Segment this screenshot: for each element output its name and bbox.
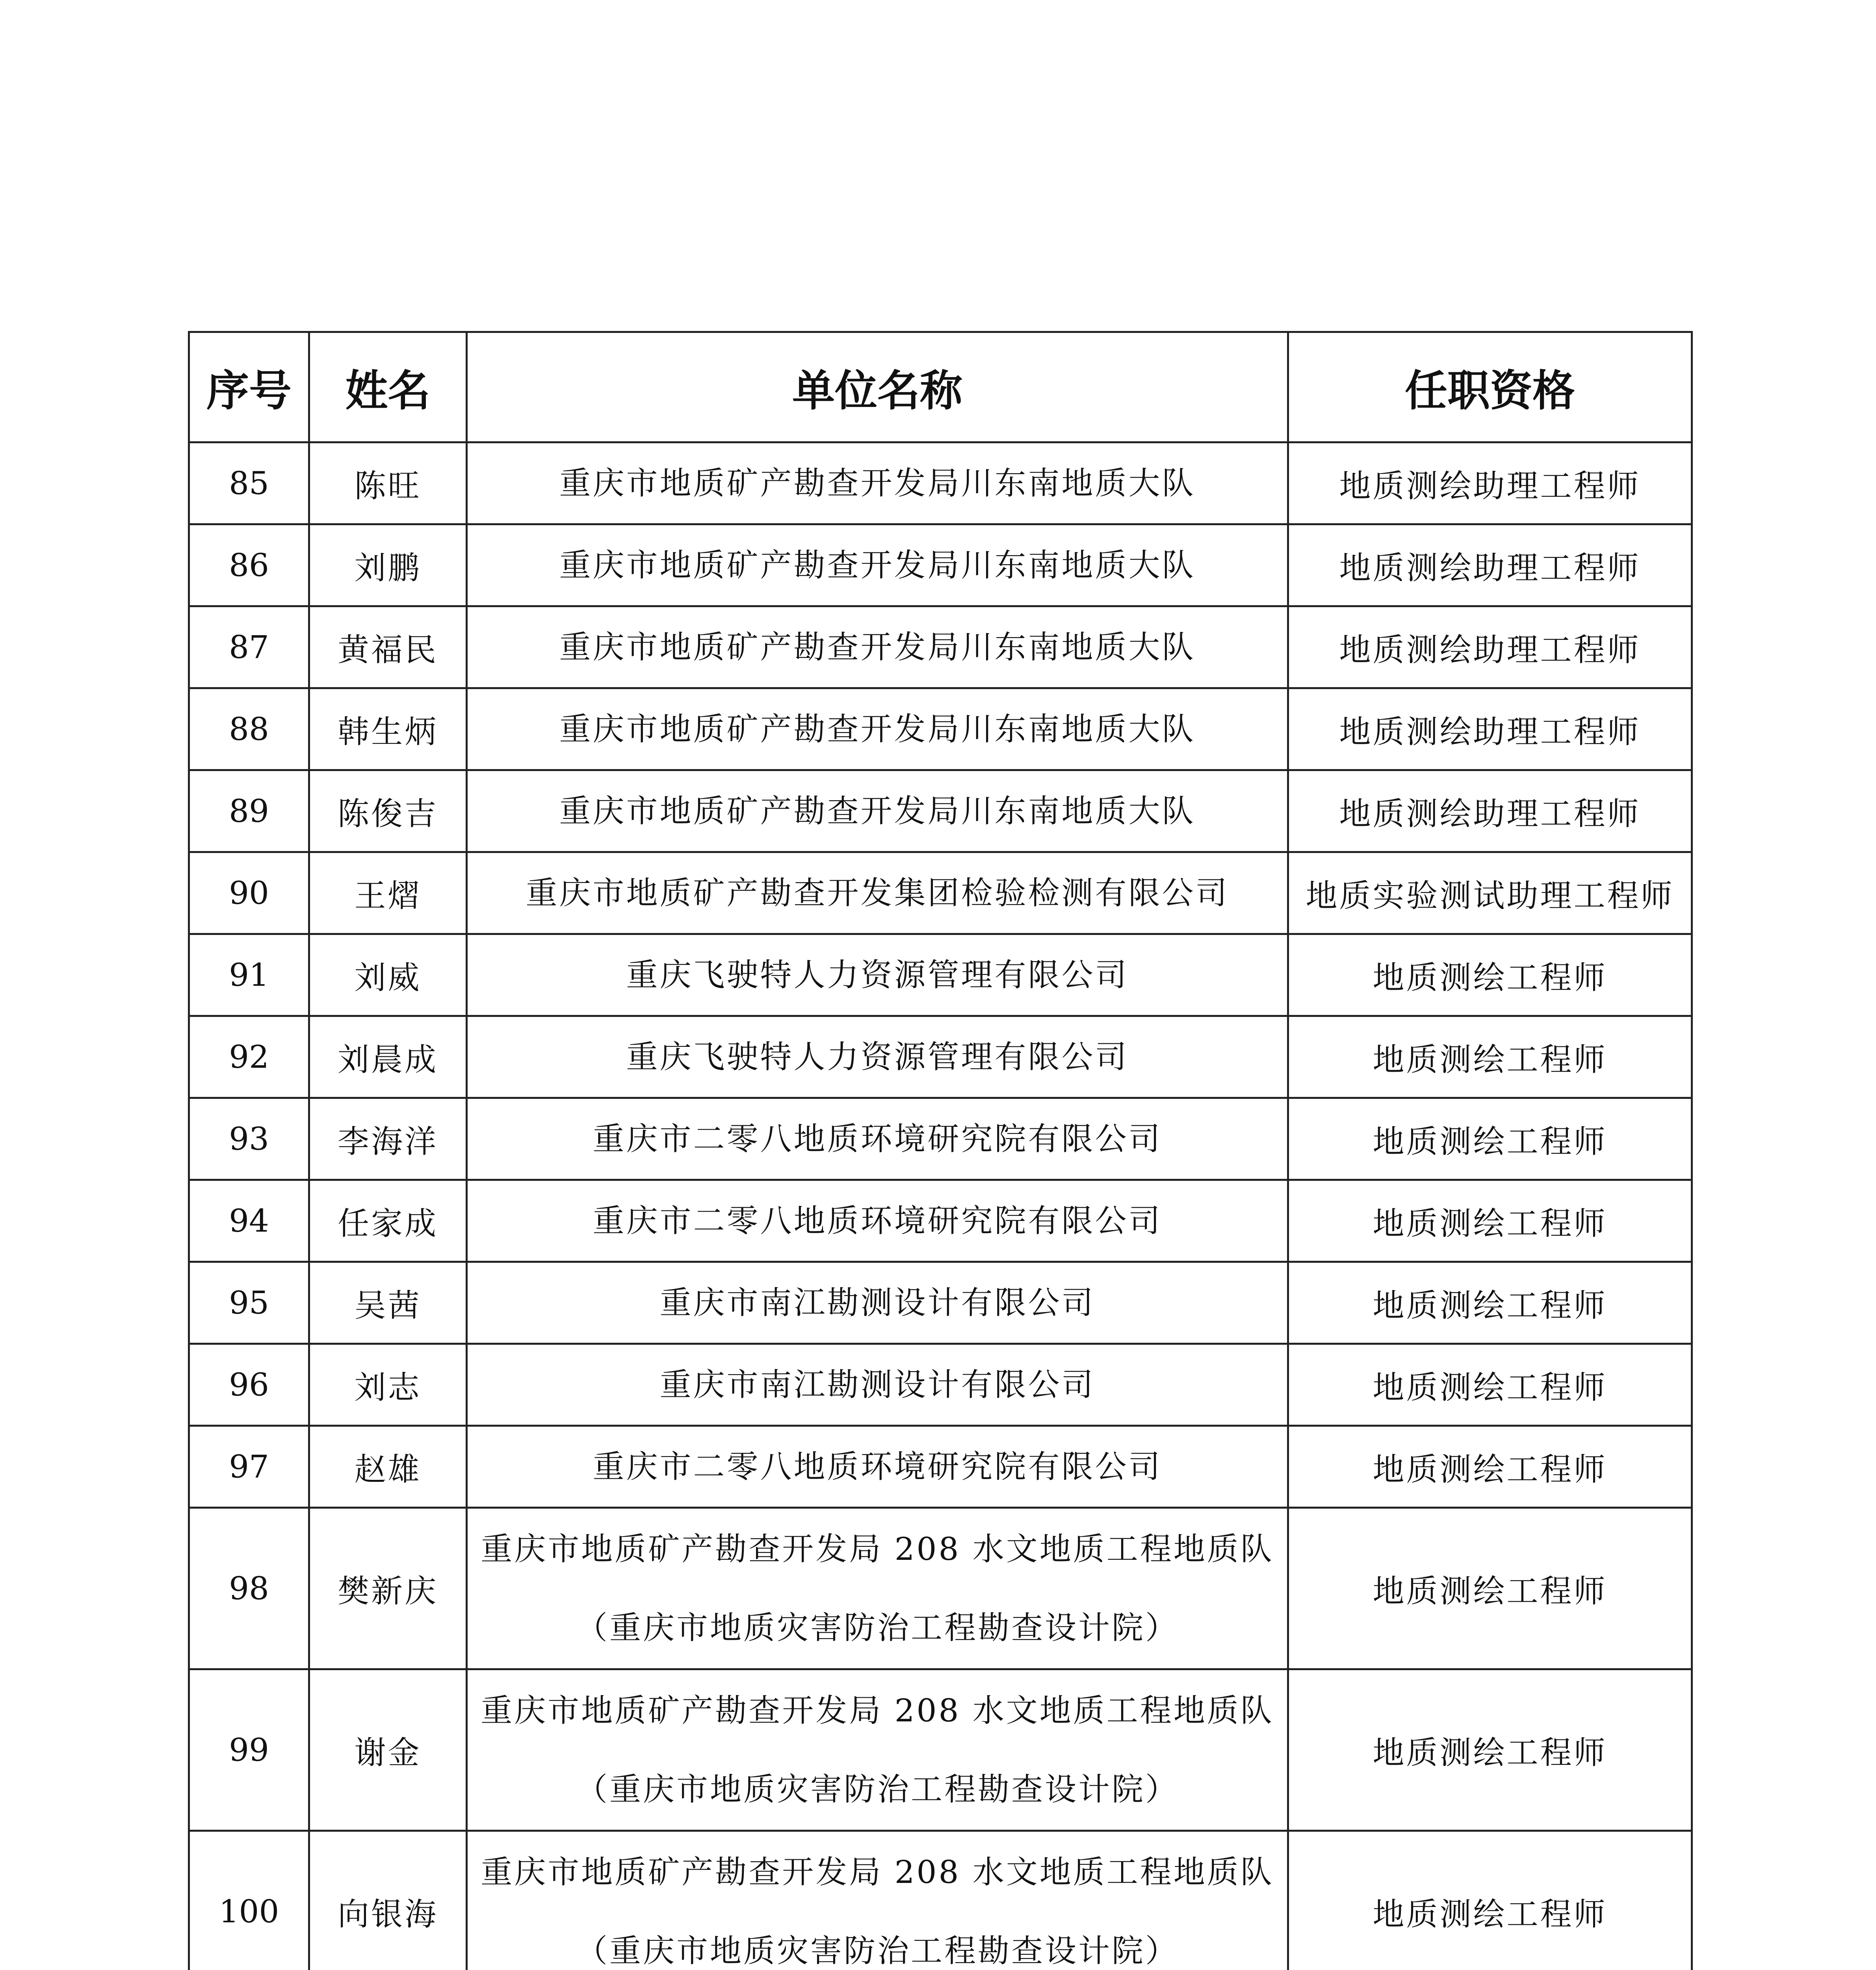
unit-name-cell — [467, 442, 1288, 524]
unit-name-cell — [467, 606, 1288, 688]
table-row — [189, 1831, 1692, 1970]
unit-name-line: 重庆飞驶特人力资源管理有限公司 — [626, 1038, 1129, 1075]
personnel-table — [188, 331, 1693, 1970]
serial-number-cell: 98 — [189, 1508, 309, 1669]
qualification-cell: 地质测绘助理工程师 — [1288, 606, 1692, 688]
table-row — [189, 1669, 1692, 1831]
qualification-cell: 地质测绘工程师 — [1288, 1016, 1692, 1098]
serial-number-cell: 88 — [189, 688, 309, 770]
qualification-cell: 地质测绘工程师 — [1288, 1508, 1692, 1669]
unit-name-line: 重庆市地质矿产勘查开发局 208 水文地质工程地质队 — [481, 1692, 1274, 1729]
name-cell: 任家成 — [309, 1180, 467, 1262]
name-cell: 韩生炳 — [309, 688, 467, 770]
table-row — [189, 770, 1692, 852]
unit-name-cell — [467, 852, 1288, 934]
unit-name-cell — [467, 1180, 1288, 1262]
unit-name-cell — [467, 1344, 1288, 1426]
unit-name-line: 重庆市南江勘测设计有限公司 — [659, 1366, 1095, 1403]
name-cell: 向银海 — [309, 1831, 467, 1970]
unit-name-cell — [467, 1262, 1288, 1344]
unit-name-line: （重庆市地质灾害防治工程勘查设计院） — [576, 1932, 1179, 1969]
header-qualification: 任职资格 — [1288, 332, 1692, 442]
header-name: 姓名 — [309, 332, 467, 442]
qualification-cell: 地质测绘工程师 — [1288, 1831, 1692, 1970]
unit-name-line: 重庆市地质矿产勘查开发局川东南地质大队 — [559, 792, 1196, 829]
name-cell: 樊新庆 — [309, 1508, 467, 1669]
serial-number-cell: 96 — [189, 1344, 309, 1426]
table-row — [189, 934, 1692, 1016]
name-cell: 刘威 — [309, 934, 467, 1016]
unit-name-cell — [467, 524, 1288, 606]
unit-name-line: 重庆飞驶特人力资源管理有限公司 — [626, 956, 1129, 993]
serial-number-cell: 93 — [189, 1098, 309, 1180]
serial-number-cell: 99 — [189, 1669, 309, 1831]
table-row — [189, 606, 1692, 688]
name-cell: 陈俊吉 — [309, 770, 467, 852]
unit-name-line: 重庆市地质矿产勘查开发局川东南地质大队 — [559, 465, 1196, 502]
serial-number-cell: 100 — [189, 1831, 309, 1970]
qualification-cell: 地质测绘助理工程师 — [1288, 770, 1692, 852]
unit-name-cell — [467, 1098, 1288, 1180]
serial-number-cell: 97 — [189, 1426, 309, 1508]
table-row — [189, 524, 1692, 606]
serial-number-cell: 87 — [189, 606, 309, 688]
name-cell: 李海洋 — [309, 1098, 467, 1180]
table-row — [189, 1508, 1692, 1669]
unit-name-line: 重庆市地质矿产勘查开发局川东南地质大队 — [559, 546, 1196, 584]
name-cell: 赵雄 — [309, 1426, 467, 1508]
table-row — [189, 688, 1692, 770]
header-serial-number: 序号 — [189, 332, 309, 442]
unit-name-line: 重庆市地质矿产勘查开发局 208 水文地质工程地质队 — [481, 1853, 1274, 1890]
qualification-cell: 地质测绘助理工程师 — [1288, 688, 1692, 770]
name-cell: 谢金 — [309, 1669, 467, 1831]
qualification-cell: 地质测绘工程师 — [1288, 1098, 1692, 1180]
name-cell: 黄福民 — [309, 606, 467, 688]
unit-name-cell — [467, 1508, 1288, 1669]
serial-number-cell: 95 — [189, 1262, 309, 1344]
serial-number-cell: 92 — [189, 1016, 309, 1098]
qualification-cell: 地质测绘工程师 — [1288, 1344, 1692, 1426]
unit-name-cell — [467, 770, 1288, 852]
name-cell: 刘鹏 — [309, 524, 467, 606]
name-cell: 陈旺 — [309, 442, 467, 524]
serial-number-cell: 86 — [189, 524, 309, 606]
unit-name-cell — [467, 934, 1288, 1016]
serial-number-cell: 90 — [189, 852, 309, 934]
name-cell: 刘晨成 — [309, 1016, 467, 1098]
qualification-cell: 地质测绘工程师 — [1288, 1426, 1692, 1508]
unit-name-cell — [467, 1016, 1288, 1098]
unit-name-line: （重庆市地质灾害防治工程勘查设计院） — [576, 1771, 1179, 1808]
name-cell: 王熠 — [309, 852, 467, 934]
unit-name-cell — [467, 688, 1288, 770]
unit-name-line: 重庆市地质矿产勘查开发集团检验检测有限公司 — [526, 874, 1229, 911]
qualification-cell: 地质测绘工程师 — [1288, 934, 1692, 1016]
unit-name-line: 重庆市二零八地质环境研究院有限公司 — [593, 1448, 1162, 1485]
unit-name-line: 重庆市地质矿产勘查开发局川东南地质大队 — [559, 710, 1196, 747]
qualification-cell: 地质测绘工程师 — [1288, 1180, 1692, 1262]
table-row — [189, 1180, 1692, 1262]
header-unit-name: 单位名称 — [467, 332, 1288, 442]
table-row — [189, 1344, 1692, 1426]
unit-name-line: 重庆市南江勘测设计有限公司 — [659, 1284, 1095, 1321]
table-row — [189, 852, 1692, 934]
header-row — [189, 332, 1692, 442]
table-body — [189, 442, 1692, 1970]
serial-number-cell: 85 — [189, 442, 309, 524]
table-row — [189, 1098, 1692, 1180]
unit-name-cell — [467, 1426, 1288, 1508]
name-cell: 刘志 — [309, 1344, 467, 1426]
qualification-cell: 地质测绘助理工程师 — [1288, 524, 1692, 606]
unit-name-line: 重庆市二零八地质环境研究院有限公司 — [593, 1202, 1162, 1239]
table-row — [189, 1016, 1692, 1098]
qualification-cell: 地质测绘助理工程师 — [1288, 442, 1692, 524]
serial-number-cell: 91 — [189, 934, 309, 1016]
unit-name-line: 重庆市二零八地质环境研究院有限公司 — [593, 1120, 1162, 1157]
table-row — [189, 1426, 1692, 1508]
qualification-cell: 地质实验测试助理工程师 — [1288, 852, 1692, 934]
unit-name-cell — [467, 1831, 1288, 1970]
serial-number-cell: 89 — [189, 770, 309, 852]
name-cell: 吴茜 — [309, 1262, 467, 1344]
table-row — [189, 442, 1692, 524]
unit-name-line: 重庆市地质矿产勘查开发局川东南地质大队 — [559, 628, 1196, 665]
unit-name-line: （重庆市地质灾害防治工程勘查设计院） — [576, 1609, 1179, 1646]
serial-number-cell: 94 — [189, 1180, 309, 1262]
unit-name-cell — [467, 1669, 1288, 1831]
qualification-cell: 地质测绘工程师 — [1288, 1262, 1692, 1344]
unit-name-line: 重庆市地质矿产勘查开发局 208 水文地质工程地质队 — [481, 1530, 1274, 1567]
table-row — [189, 1262, 1692, 1344]
qualification-cell: 地质测绘工程师 — [1288, 1669, 1692, 1831]
